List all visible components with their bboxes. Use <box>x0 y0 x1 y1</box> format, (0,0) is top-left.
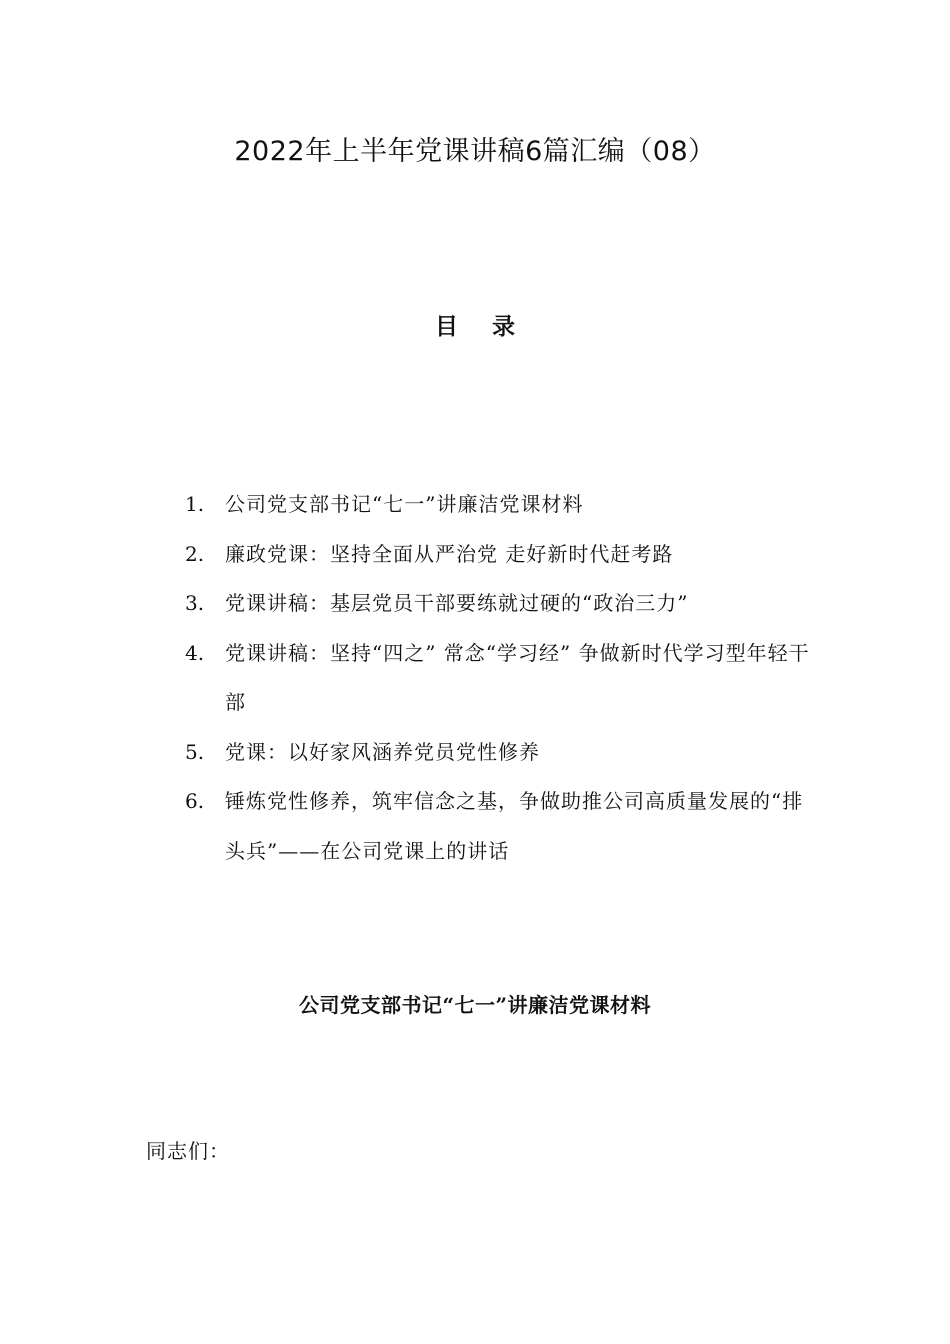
toc-item-text: 锤炼党性修养，筑牢信念之基，争做助推公司高质量发展的“排头兵”——在公司党课上的讲话 <box>225 789 804 863</box>
toc-item-text: 党课讲稿：坚持“四之” 常念“学习经” 争做新时代学习型年轻干部 <box>225 640 810 714</box>
toc-item-text: 公司党支部书记“七一”讲廉洁党课材料 <box>225 492 584 516</box>
toc-item-number: 6. <box>185 789 205 813</box>
toc-item <box>185 579 815 629</box>
toc-item <box>185 728 815 778</box>
toc-item-number: 1. <box>185 492 205 516</box>
toc-item-number: 5. <box>185 739 205 764</box>
toc-heading: 目录 <box>435 314 549 340</box>
document-title: 2022年上半年党课讲稿6篇汇编（08） <box>234 136 716 167</box>
toc-item <box>185 530 815 580</box>
table-of-contents <box>185 480 815 876</box>
toc-item <box>185 777 815 876</box>
greeting-text: 同志们： <box>146 1139 230 1163</box>
toc-item-number: 4. <box>185 640 205 665</box>
toc-item-text: 党课：以好家风涵养党员党性修养 <box>225 739 540 764</box>
toc-item-text: 廉政党课：坚持全面从严治党 走好新时代赶考路 <box>225 541 674 566</box>
toc-item-text: 党课讲稿：基层党员干部要练就过硬的“政治三力” <box>225 591 689 615</box>
section-title: 公司党支部书记“七一”讲廉洁党课材料 <box>298 993 651 1017</box>
toc-item <box>185 629 815 728</box>
toc-item <box>185 480 815 530</box>
toc-item-number: 2. <box>185 541 205 566</box>
toc-item-number: 3. <box>185 591 205 615</box>
